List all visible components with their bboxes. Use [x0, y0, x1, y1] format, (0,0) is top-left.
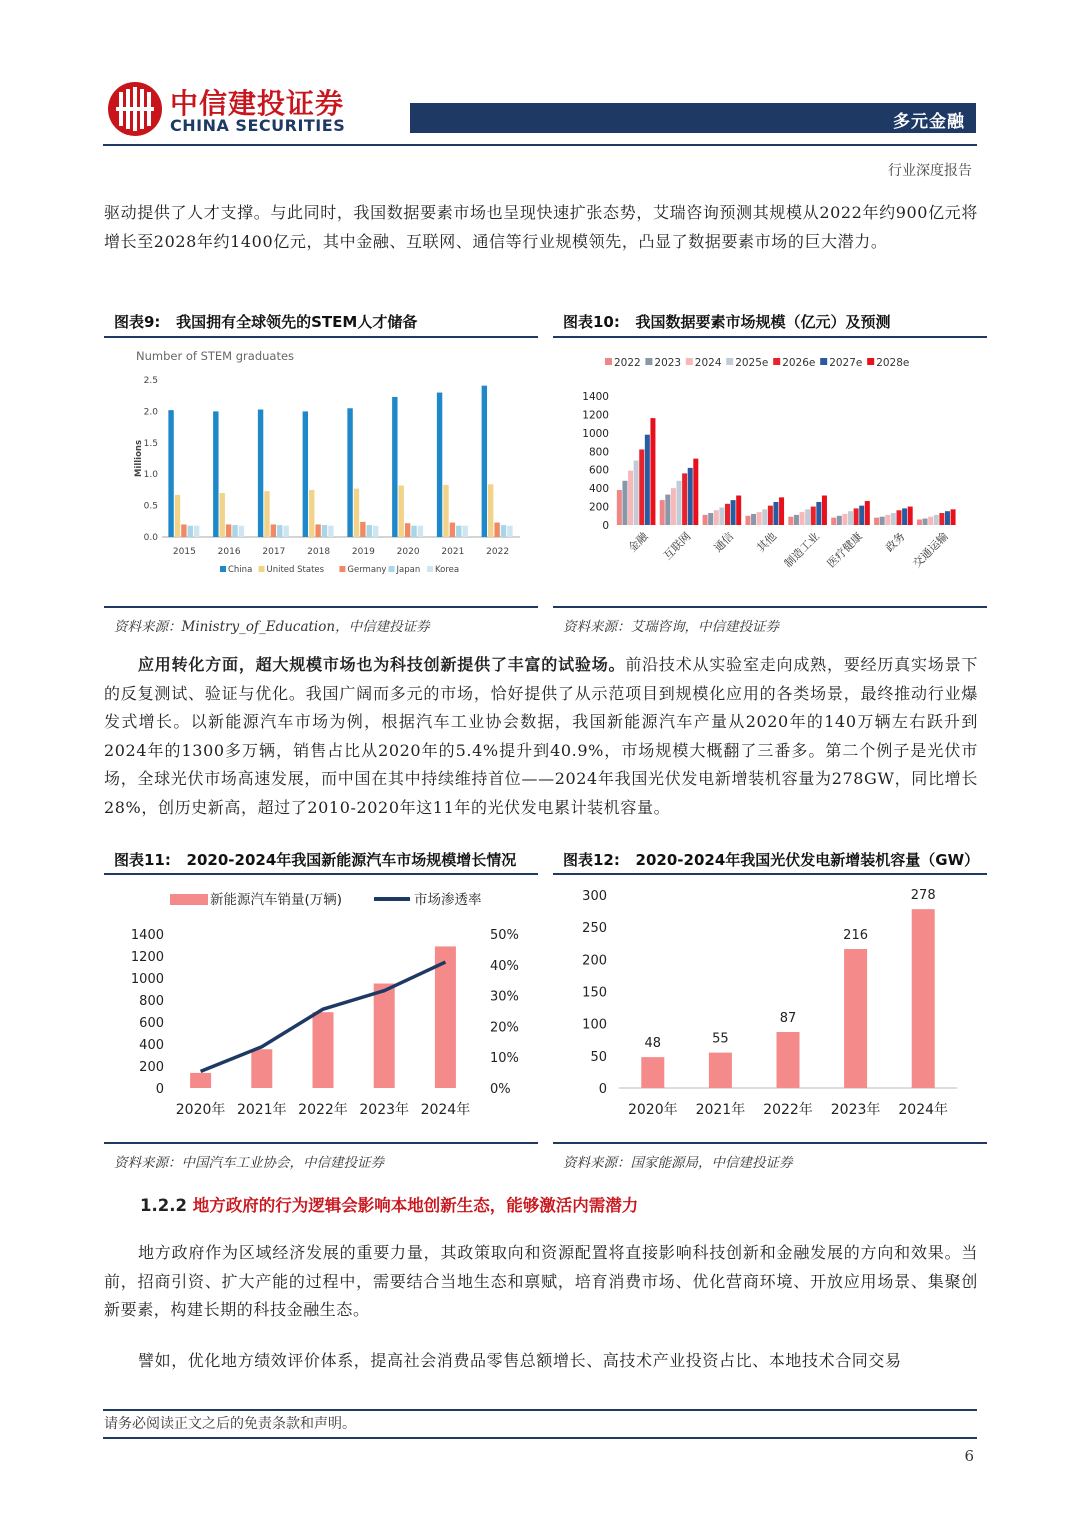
- report-type: 行业深度报告: [888, 163, 972, 179]
- chart10-bar: [665, 495, 670, 525]
- chart9-bar: [309, 490, 314, 537]
- chart9-xtick: 2016: [217, 547, 241, 557]
- figure9-top-rule: [104, 336, 538, 338]
- chart12-bar: [844, 949, 867, 1088]
- chart9-legend-swatch: [389, 566, 395, 572]
- chart10-bar: [859, 506, 864, 525]
- chart10-legend-label: 2028e: [876, 357, 910, 369]
- chart12-data-label: 48: [644, 1036, 662, 1052]
- paragraph2-lead: 应用转化方面，超大规模市场也为科技创新提供了丰富的试验场。: [138, 655, 626, 674]
- chart11-y2tick: 50%: [490, 928, 519, 943]
- chart9-bar: [405, 523, 410, 537]
- figure12-label: 图表12:: [563, 851, 620, 869]
- chart11-y2tick: 0%: [490, 1082, 511, 1097]
- chart9-xtick: 2022: [486, 547, 510, 557]
- chart10-legend-swatch: [867, 358, 874, 365]
- chart10-bar: [854, 508, 859, 525]
- chart11-xtick: 2023年: [359, 1102, 410, 1118]
- paragraph2-body: 前沿技术从实验室走向成熟，要经历真实场景下的反复测试、验证与优化。我国广阔而多元的市场，恰好提供了从示范项目到规模化应用的各类场景，最终推动行业爆发式增长。以新能源汽车市场为例，根据汽车工业协会数据，我国新能源汽车产量从2020年的140万辆左右跃升到2024年的1300多万辆，销售占比从2020年的5.4%提升到40.9%，市场规模大概翻了三番多。第二个例子是光伏市场，全球光伏市场高速发展，而中国在其中持续维持首位——2024年我国光伏发电新增装机容量为278GW，同比增长28%，创历史新高，超过了2010-2020年这11年的光伏发电累计装机容量。: [104, 655, 978, 817]
- chart9-ytick: 0.5: [143, 501, 158, 512]
- chart9-bar: [175, 495, 180, 537]
- chart10-bar: [788, 517, 793, 525]
- chart12-ytick: 300: [582, 889, 607, 904]
- chart10-legend-label: 2027e: [829, 357, 863, 369]
- chart9-legend-label: Japan: [396, 565, 421, 575]
- figure9-source: 资料来源：Ministry_of_Education，中信建投证券: [114, 619, 430, 635]
- figure12-top-rule: [553, 873, 987, 875]
- chart9-bar: [411, 526, 416, 537]
- chart9-bar: [456, 526, 461, 537]
- chart9-bar: [367, 525, 372, 537]
- chart10-bar: [677, 481, 682, 525]
- chart10-legend-swatch: [820, 358, 827, 365]
- chart9-bar: [347, 408, 352, 537]
- figure9-title: [114, 311, 417, 332]
- chart11-bar: [190, 1073, 211, 1088]
- figure10-bottom-rule: [553, 606, 987, 608]
- chart11-y2tick: 30%: [490, 989, 519, 1005]
- footer-rule-bottom: [103, 1437, 977, 1439]
- chart9-bar: [213, 411, 218, 537]
- chart9-ytick: 1.5: [143, 438, 158, 449]
- figure10-caption: 我国数据要素市场规模（亿元）及预测: [635, 313, 891, 331]
- figure9-caption: 我国拥有全球领先的STEM人才储备: [176, 313, 418, 331]
- chart10-bar: [693, 459, 698, 525]
- body-paragraph-3: 地方政府作为区域经济发展的重要力量，其政策取向和资源配置将直接影响科技创新和金融发展的方向和效果。当前，招商引资、扩大产能的过程中，需要结合当地生态和禀赋，培育消费市场、优化营商环境、开放应用场景、集聚创新要素，构建长期的科技金融生态。: [104, 1243, 978, 1319]
- chart10-ytick: 1000: [582, 427, 609, 440]
- chart9-legend-swatch: [220, 566, 226, 572]
- figure12-caption: 2020-2024年我国光伏发电新增装机容量（GW）: [635, 851, 980, 869]
- chart10-bar: [719, 507, 724, 525]
- figure9-bottom-rule: [104, 606, 538, 608]
- chart9-bar: [303, 411, 308, 537]
- chart11-y2tick: 40%: [490, 958, 519, 974]
- chart9-bar: [188, 526, 193, 537]
- chart9-bar: [354, 489, 359, 537]
- chart11-xtick: 2022年: [298, 1102, 348, 1118]
- chart12-bar: [641, 1057, 664, 1088]
- chart9-bar: [450, 523, 455, 537]
- chart9-bar: [258, 410, 263, 537]
- chart10-bar: [934, 515, 939, 525]
- chart9-legend-label: Korea: [435, 565, 460, 575]
- chart9-bar: [232, 525, 237, 537]
- body-paragraph-2: [104, 651, 978, 822]
- chart10-bar: [902, 508, 907, 525]
- chart9-legend-label: United States: [266, 565, 325, 575]
- chart10-legend-label: 2024: [694, 357, 722, 369]
- chart10-legend-label: 2026e: [782, 357, 816, 369]
- chart10-xtick: 政务: [883, 529, 908, 555]
- chart10-ytick: 200: [588, 501, 609, 514]
- chart10-bar: [848, 511, 853, 525]
- chart9-bar: [283, 526, 288, 537]
- figure11-title: [114, 849, 516, 870]
- chart9-bar: [264, 491, 269, 537]
- chart10-bar: [725, 504, 730, 525]
- chart10-legend-swatch: [726, 358, 733, 365]
- chart11-xtick: 2021年: [236, 1102, 287, 1118]
- chart10-bar: [885, 515, 890, 525]
- chart10-bar: [917, 519, 922, 525]
- chart9-legend-label: China: [228, 565, 253, 575]
- chart9-bar: [194, 526, 199, 537]
- chart10-bar: [703, 515, 708, 525]
- chart12-ytick: 250: [582, 921, 607, 937]
- chart12-bar: [777, 1032, 800, 1088]
- chart11-legend-swatch-bar: [170, 894, 208, 905]
- chart10-xtick: 金融: [625, 529, 651, 555]
- chart10-xtick: 交通运输: [910, 529, 951, 571]
- chart10-ytick: 800: [588, 446, 609, 459]
- chart12-ytick: 0: [598, 1082, 607, 1097]
- figure11-chart: [104, 877, 538, 1139]
- section-heading: [140, 1192, 638, 1216]
- footer-rule-top: [103, 1409, 977, 1411]
- chart10-bar: [865, 501, 870, 525]
- chart10-legend-swatch: [686, 358, 693, 365]
- chart11-legend-line: 市场渗透率: [414, 892, 482, 908]
- chart10-bar: [880, 517, 885, 525]
- chart10-bar: [682, 473, 687, 525]
- chart12-xtick: 2021年: [695, 1102, 746, 1118]
- figure11-top-rule: [104, 873, 538, 875]
- chart10-bar: [837, 516, 842, 525]
- chart10-bar: [945, 511, 950, 525]
- figure12-title: [563, 849, 979, 870]
- figure11-label: 图表11:: [114, 851, 171, 869]
- brand-name-en: CHINA SECURITIES: [170, 116, 346, 135]
- chart9-bar: [443, 485, 448, 537]
- chart10-bar: [891, 513, 896, 525]
- chart10-bar: [757, 512, 762, 525]
- chart9-legend-swatch: [259, 566, 265, 572]
- chart10-bar: [939, 513, 944, 525]
- footer-disclaimer: 请务必阅读正文之后的免责条款和声明。: [104, 1416, 356, 1432]
- chart10-bar: [617, 490, 622, 525]
- chart10-bar: [660, 500, 665, 525]
- figure10-chart: [553, 340, 987, 602]
- chart10-ytick: 600: [588, 464, 609, 477]
- chart10-bar: [811, 507, 816, 525]
- chart10-bar: [671, 488, 676, 525]
- chart10-xtick: 通信: [711, 529, 737, 555]
- chart10-bar: [634, 461, 639, 526]
- chart11-ytick: 0: [155, 1082, 164, 1097]
- chart10-bar: [736, 496, 741, 525]
- chart10-bar: [773, 502, 778, 525]
- chart12-xtick: 2020年: [627, 1102, 678, 1118]
- chart10-bar: [928, 517, 933, 525]
- chart10-bar: [805, 509, 810, 525]
- chart10-bar: [688, 468, 693, 525]
- figure11-source: 资料来源：中国汽车工业协会，中信建投证券: [114, 1155, 384, 1171]
- intro-paragraph: 驱动提供了人才支撑。与此同时，我国数据要素市场也呈现快速扩张态势，艾瑞咨询预测其规模从2022年约900亿元将增长至2028年约1400亿元，其中金融、互联网、通信等行业规模领先，凸显了数据要素市场的巨大潜力。: [104, 203, 978, 251]
- chart9-bar: [322, 525, 327, 537]
- chart10-ytick: 400: [588, 483, 609, 496]
- chart9-xtick: 2020: [396, 547, 420, 557]
- chart9-xtick: 2021: [441, 547, 465, 557]
- chart9-ytick: 2.5: [143, 376, 158, 386]
- chart10-bar: [768, 506, 773, 525]
- chart9-ylabel: Millions: [134, 439, 144, 478]
- chart10-bar: [731, 500, 736, 525]
- figure9-chart: [104, 340, 538, 600]
- chart9-bar: [277, 525, 282, 537]
- chart9-bar: [488, 484, 493, 537]
- chart11-ytick: 1200: [130, 950, 164, 965]
- chart11-y2tick: 20%: [490, 1020, 519, 1036]
- figure10-title: [563, 311, 891, 332]
- chart9-legend-swatch: [427, 566, 433, 572]
- chart11-bar: [313, 1012, 334, 1088]
- chart9-bar: [437, 393, 442, 537]
- chart12-bar: [912, 909, 935, 1088]
- chart9-bar: [501, 525, 506, 537]
- chart10-bar: [708, 513, 713, 525]
- chart12-ytick: 50: [590, 1049, 607, 1065]
- chart10-legend-swatch: [773, 358, 780, 365]
- chart10-xtick: 医疗健康: [824, 529, 865, 571]
- chart9-bar: [271, 524, 276, 537]
- chart12-data-label: 216: [843, 928, 869, 944]
- chart12-xtick: 2022年: [763, 1102, 813, 1118]
- chart10-bar: [622, 481, 627, 525]
- chart10-ytick: 1200: [582, 409, 609, 422]
- figure10-label: 图表10:: [563, 313, 620, 331]
- chart11-ytick: 400: [139, 1038, 164, 1053]
- chart11-legend-bar: 新能源汽车销量(万辆): [210, 892, 343, 908]
- chart9-xtick: 2015: [172, 547, 196, 557]
- chart9-bar: [168, 410, 173, 537]
- chart12-xtick: 2024年: [898, 1102, 949, 1118]
- figure12-chart: [553, 877, 987, 1139]
- chart10-bar: [745, 516, 750, 525]
- chart10-legend-swatch: [605, 358, 612, 365]
- chart9-bar: [462, 526, 467, 537]
- figure9-label: 图表9:: [114, 313, 161, 331]
- chart9-bar: [360, 522, 365, 537]
- chart10-ytick: 1400: [582, 391, 609, 403]
- chart10-bar: [645, 435, 650, 525]
- chart10-bar: [628, 471, 633, 525]
- chart9-bar: [328, 526, 333, 537]
- chart10-bar: [779, 497, 784, 525]
- chart9-ytick: 1.0: [143, 470, 158, 481]
- chart9-bar: [392, 397, 397, 537]
- figure11-bottom-rule: [104, 1142, 538, 1144]
- chart9-bar: [239, 526, 244, 537]
- chart9-bar: [220, 493, 225, 537]
- chart10-xtick: 制造工业: [781, 529, 823, 571]
- chart11-ytick: 1400: [130, 928, 164, 943]
- chart11-xtick: 2024年: [420, 1102, 471, 1118]
- chart10-bar: [923, 519, 928, 525]
- chart12-ytick: 100: [582, 1017, 607, 1033]
- chart10-bar: [800, 512, 805, 525]
- chart10-bar: [816, 502, 821, 525]
- chart10-bar: [794, 515, 799, 525]
- logo-emblem-icon: [106, 80, 164, 138]
- figure12-source: 资料来源：国家能源局，中信建投证券: [563, 1155, 793, 1171]
- chart10-bar: [874, 518, 879, 525]
- figure10-top-rule: [553, 336, 987, 338]
- chart10-bar: [714, 510, 719, 525]
- chart9-ytick: 0.0: [143, 533, 158, 543]
- chart9-bar: [226, 524, 231, 537]
- chart12-ytick: 200: [582, 953, 607, 969]
- chart11-bar: [374, 984, 395, 1089]
- chart10-legend-label: 2023: [654, 357, 682, 369]
- page-number: 6: [964, 1447, 974, 1465]
- figure12-bottom-rule: [553, 1142, 987, 1144]
- chart10-bar: [751, 514, 756, 525]
- chart10-legend-label: 2025e: [735, 357, 769, 369]
- chart11-ytick: 600: [139, 1016, 164, 1031]
- company-logo: [106, 80, 164, 138]
- chart10-bar: [951, 509, 956, 525]
- chart12-ytick: 150: [582, 985, 607, 1001]
- chart9-title: Number of STEM graduates: [136, 349, 295, 363]
- chart10-bar: [762, 509, 767, 525]
- chart10-bar: [831, 518, 836, 525]
- brand-name-cn: 中信建投证券: [170, 87, 345, 120]
- body-paragraph-4: 譬如，优化地方绩效评价体系，提高社会消费品零售总额增长、高技术产业投资占比、本地技术合同交易: [138, 1351, 902, 1370]
- chart9-bar: [315, 524, 320, 537]
- chart11-y2tick: 10%: [490, 1051, 519, 1067]
- section-number: 1.2.2: [140, 1196, 187, 1215]
- chart9-legend-label: Germany: [347, 565, 387, 575]
- chart10-xtick: 其他: [754, 529, 780, 555]
- chart11-ytick: 800: [139, 994, 164, 1009]
- header-rule: [103, 144, 977, 146]
- chart10-legend-swatch: [645, 358, 652, 365]
- chart9-bar: [373, 526, 378, 537]
- section-title: 地方政府的行为逻辑会影响本地创新生态，能够激活内需潜力: [192, 1196, 639, 1215]
- figure11-caption: 2020-2024年我国新能源汽车市场规模增长情况: [186, 851, 517, 869]
- chart10-xtick: 互联网: [660, 529, 694, 563]
- chart12-data-label: 55: [712, 1031, 729, 1047]
- chart10-bar: [842, 514, 847, 525]
- chart12-bar: [709, 1053, 732, 1088]
- chart11-ytick: 200: [139, 1060, 164, 1075]
- chart12-xtick: 2023年: [830, 1102, 881, 1118]
- chart10-bar: [650, 418, 655, 525]
- chart9-bar: [418, 526, 423, 537]
- chart12-data-label: 87: [779, 1011, 797, 1027]
- section-name: 多元金融: [893, 112, 965, 132]
- chart10-ytick: 0: [602, 520, 609, 532]
- chart9-bar: [399, 486, 404, 537]
- chart9-ytick: 2.0: [143, 407, 158, 418]
- chart9-xtick: 2017: [262, 547, 286, 557]
- figure10-source: 资料来源：艾瑞咨询，中信建投证券: [563, 619, 779, 635]
- chart9-xtick: 2019: [351, 547, 375, 557]
- chart9-bar: [494, 523, 499, 537]
- chart10-legend-label: 2022: [614, 357, 641, 369]
- chart9-bar: [482, 386, 487, 537]
- chart10-bar: [639, 449, 644, 525]
- chart10-bar: [896, 510, 901, 525]
- chart11-xtick: 2020年: [175, 1102, 226, 1118]
- chart9-bar: [181, 524, 186, 537]
- chart11-bar: [435, 946, 456, 1088]
- chart12-data-label: 278: [910, 888, 936, 904]
- chart10-bar: [822, 496, 827, 525]
- chart11-bar: [251, 1049, 272, 1088]
- chart9-bar: [507, 526, 512, 537]
- chart9-xtick: 2018: [307, 547, 331, 557]
- chart10-bar: [908, 507, 913, 525]
- chart11-ytick: 1000: [130, 972, 164, 987]
- chart9-legend-swatch: [339, 566, 345, 572]
